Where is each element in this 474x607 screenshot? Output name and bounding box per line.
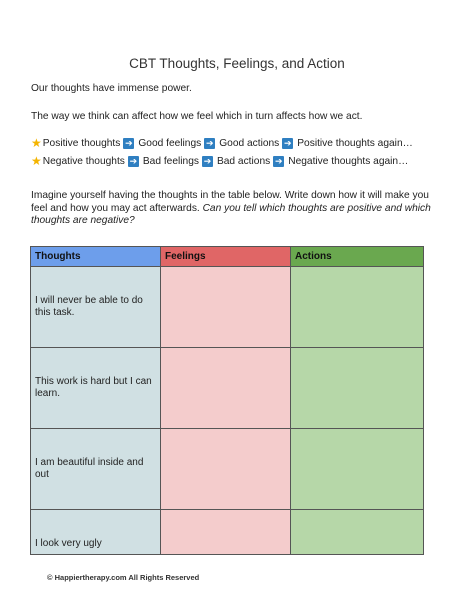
- right-arrow-icon: ➔: [274, 155, 283, 166]
- feeling-cell[interactable]: [161, 429, 291, 510]
- right-arrow-icon: ➔: [125, 137, 133, 148]
- action-cell[interactable]: [291, 429, 424, 510]
- table-header-row: [31, 247, 424, 267]
- negative-flow: [31, 155, 408, 167]
- instructions-italic: Can you tell which thoughts are positive and which thoughts are negative?: [31, 202, 431, 226]
- flow-step: Good feelings: [138, 137, 202, 149]
- right-arrow-icon: ➔: [129, 155, 138, 166]
- intro-line-1: Our thoughts have immense power.: [31, 83, 192, 94]
- star-icon: ★: [31, 136, 42, 150]
- copyright-footer: © Happiertherapy.com All Rights Reserved: [47, 573, 200, 582]
- flow-step: Bad actions: [216, 155, 271, 167]
- feeling-cell[interactable]: [161, 348, 291, 429]
- header-thoughts: Thoughts: [31, 247, 161, 267]
- positive-flow: [31, 137, 413, 149]
- instructions-plain: Imagine yourself having the thoughts in the table below. Write down how it will make you feel and how you may act afterwards.: [31, 190, 429, 214]
- intro-line-2: The way we think can affect how we feel which in turn affects how we act.: [31, 111, 363, 122]
- flow-step: Positive thoughts again…: [297, 137, 413, 149]
- instructions: [31, 190, 446, 228]
- flow-step: Good actions: [219, 137, 280, 149]
- thought-cell: I am beautiful inside and out: [31, 429, 161, 510]
- feeling-cell[interactable]: [161, 267, 291, 348]
- table-row: [31, 510, 424, 555]
- worksheet-table: [30, 246, 424, 555]
- flow-step: Positive thoughts: [42, 137, 121, 149]
- right-arrow-icon: ➔: [203, 155, 212, 166]
- right-arrow-icon: ➔: [283, 137, 292, 148]
- thought-cell: I look very ugly: [31, 510, 161, 555]
- table-row: [31, 429, 424, 510]
- thought-cell: This work is hard but I can learn.: [31, 348, 161, 429]
- feeling-cell[interactable]: [161, 510, 291, 555]
- page-title: CBT Thoughts, Feelings, and Action: [129, 56, 345, 71]
- flow-step: Negative thoughts again…: [288, 155, 409, 167]
- action-cell[interactable]: [291, 510, 424, 555]
- table-row: [31, 267, 424, 348]
- header-feelings: Feelings: [161, 247, 291, 267]
- star-icon: ★: [31, 154, 42, 168]
- action-cell[interactable]: [291, 267, 424, 348]
- header-actions: Actions: [291, 247, 424, 267]
- table-row: [31, 348, 424, 429]
- right-arrow-icon: ➔: [205, 137, 214, 148]
- thought-cell: I will never be able to do this task.: [31, 267, 161, 348]
- flow-step: Negative thoughts: [42, 155, 125, 167]
- flow-step: Bad feelings: [142, 155, 199, 167]
- action-cell[interactable]: [291, 348, 424, 429]
